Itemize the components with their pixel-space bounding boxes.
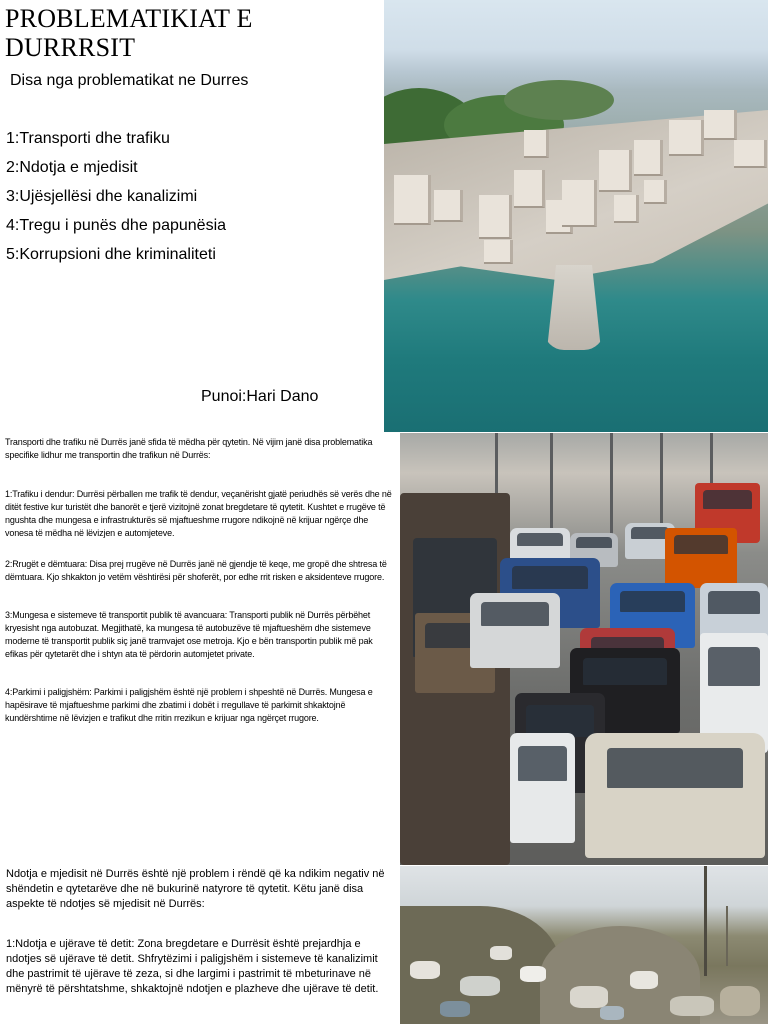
- list-item: 1:Transporti dhe trafiku: [6, 130, 170, 147]
- page-title: PROBLEMATIKIAT E DURRRSIT: [5, 4, 253, 62]
- pollution-intro: Ndotja e mjedisit në Durrës është një problem i rëndë që ka ndikim negativ në shëndetin e qytetarëve dhe në bukurinë natyrore të qytetit. Këtu janë disa aspekte të ndotjes së mjedisit në Durrës:: [6, 868, 385, 910]
- list-item: 5:Korrupsioni dhe kriminaliteti: [6, 246, 216, 263]
- list-item: 3:Ujësjellësi dhe kanalizimi: [6, 188, 198, 205]
- list-item: 2:Ndotja e mjedisit: [6, 159, 138, 176]
- list-item: 4:Tregu i punës dhe papunësia: [6, 217, 227, 234]
- pollution-point: 1:Ndotja e ujërave të detit: Zona bregdetare e Durrësit është prejardhja e ndotjes së ujërave të detit. Shfrytëzimi i paligjshëm i sistemeve të kanalizimit dhe pastrimit të ujërave të zeza, si dhe largimi i pastrimit të mbeturinave në mënyrë të përshtatshme, shkaktojnë ndotjen e plazheve dhe ujërave të detit.: [6, 938, 379, 995]
- aerial-city-photo: [384, 0, 768, 432]
- transport-point: 3:Mungesa e sistemeve të transportit publik të avancuara: Transporti publik në Durrës përbëhet kryesisht nga autobuzat. Megjithatë, ka mungesa të autobuzëve të mjaftueshëm dhe sistemeve moderne të transportit publik siç janë tramvajet ose metroja. Kjo e bën transportin publik më pak efikas për qytetarët dhe i shtyn ata të përdorin automjetet private.: [5, 610, 373, 659]
- subtitle: Disa nga problematikat ne Durres: [10, 72, 249, 89]
- problem-list: [6, 128, 226, 273]
- transport-point: 2:Rrugët e dëmtuara: Disa prej rrugëve në Durrës janë në gjendje të keqe, me gropë dhe shtresa të dëmtuara. Kjo shkakton jo vetëm vështirësi për shoferët, por edhe rrit risken e aksidenteve rrugore.: [5, 559, 387, 582]
- landfill-photo: [400, 866, 768, 1024]
- transport-point: 1:Trafiku i dendur: Durrësi përballen me trafik të dendur, veçanërisht gjatë periudhës së verës dhe në ditët festive kur turistët dhe banorët e tjerë vizitojnë zonat bregdetare të qytetit. Kushtet e rrugëve të ngushta dhe mungesa e infrastrukturës së mjaftueshme rrugore ndikojnë në krijuar ngërçe dhe vonesa të mëdha në lëvizjen e automjeteve.: [5, 489, 392, 538]
- traffic-photo: [400, 433, 768, 865]
- transport-point: 4:Parkimi i paligjshëm: Parkimi i paligjshëm është një problem i shpeshtë në Durrës. Mungesa e hapësirave të mjaftueshme parkimi dhe zbatimi i dobët i rregullave të parkimit shkaktojnë kundërshtime në lëvizjen e trafikut dhe rritin rrezikun e krijuar nga ngërçet rrugore.: [5, 687, 373, 723]
- pollution-section: [6, 867, 394, 997]
- transport-intro: Transporti dhe trafiku në Durrës janë sfida të mëdha për qytetin. Në vijim janë disa problematika specifike lidhur me transportin dhe trafikun në Durrës:: [5, 437, 373, 460]
- transport-section: [5, 436, 393, 725]
- author-credit: Punoi:Hari Dano: [201, 388, 319, 405]
